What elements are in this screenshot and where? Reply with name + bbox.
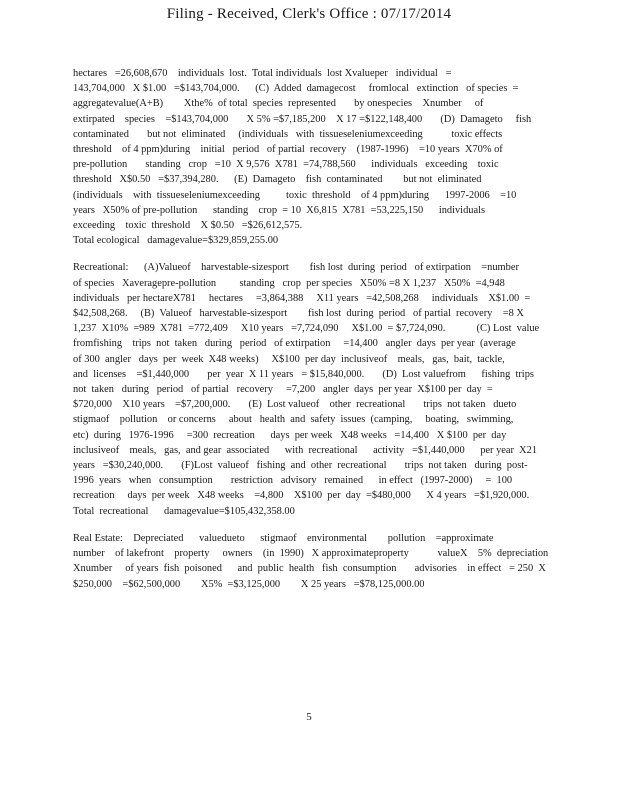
text-line: pre-pollution standing crop =10 X 9,576 X781 =74,788,560 individuals exceeding toxic bbox=[73, 159, 499, 171]
text-line: extirpated species =$143,704,000 X 5% =$7,185,200 X 17 =$122,148,400 (D) Damageto fish bbox=[73, 113, 532, 125]
text-line: stigmaof pollution or concerns about health and safety issues (camping, boating, swimming, bbox=[73, 414, 514, 426]
text-line: fromfishing trips not taken during period of extirpation =14,400 angler days per year (average bbox=[73, 338, 516, 350]
text-line: of 300 angler days per week X48 weeks) X$100 per day inclusiveof meals, gas, bait, tackle, bbox=[73, 353, 505, 365]
text-line: Real Estate: Depreciated valuedueto stigmaof environmental pollution =approximate bbox=[73, 532, 494, 544]
text-line: (individuals with tissueseleniumexceeding toxic threshold of 4 ppm)during 1997-2006 =10 bbox=[73, 189, 517, 201]
text-line: Total ecological damagevalue=$329,859,255.00 bbox=[73, 235, 279, 247]
text-line: Recreational: (A)Valueof harvestable-sizesport fish lost during period of extirpation =number bbox=[73, 262, 519, 274]
text-line: and licenses =$1,440,000 per year X 11 years = $15,840,000. (D) Lost valuefrom fishing trips bbox=[73, 368, 534, 380]
text-line: years =$30,240,000. (F)Lost valueof fishing and other recreational trips not taken during post- bbox=[73, 460, 528, 472]
text-line: 143,704,000 X $1.00 =$143,704,000. (C) Added damagecost fromlocal extinction of species = bbox=[73, 83, 519, 95]
text-line: 1,237 X10% =989 X781 =772,409 X10 years =7,724,090 X$1.00 = $7,724,090. (C) Lost value bbox=[73, 323, 540, 335]
text-line: exceeding toxic threshold X $0.50 =$26,612,575. bbox=[73, 220, 303, 232]
real-estate-damage-paragraph bbox=[73, 531, 549, 592]
text-line: number of lakefront property owners (in 1990) X approximateproperty valueX 5% depreciation bbox=[73, 548, 549, 560]
text-line: inclusiveof meals, gas, and gear associated with recreational activity =$1,440,000 per year X21 bbox=[73, 444, 538, 456]
document-body bbox=[73, 66, 549, 604]
text-line: contaminated but not eliminated (individuals with tissueseleniumexceeding toxic effects bbox=[73, 128, 503, 140]
text-line: aggregatevalue(A+B) Xthe% of total species represented by onespecies Xnumber of bbox=[73, 98, 484, 110]
text-line: Xnumber of years fish poisoned and public health fish consumption advisories in effect = 250 X bbox=[73, 563, 546, 575]
ecological-damage-paragraph bbox=[73, 66, 543, 248]
text-line: 1996 years when consumption restriction advisory remained in effect (1997-2000) = 100 bbox=[73, 475, 513, 487]
text-line: individuals per hectareX781 hectares =3,864,388 X11 years =42,508,268 individuals X$1.00 = bbox=[73, 292, 531, 304]
text-line: threshold of 4 ppm)during initial period of partial recovery (1987-1996) =10 years X70% of bbox=[73, 144, 503, 156]
text-line: $250,000 =$62,500,000 X5% =$3,125,000 X 25 years =$78,125,000.00 bbox=[73, 578, 425, 590]
text-line: recreation days per week X48 weeks =4,800 X$100 per day =$480,000 X 4 years =$1,920,000. bbox=[73, 490, 530, 502]
text-line: etc) during 1976-1996 =300 recreation days per week X48 weeks =14,400 X $100 per day bbox=[73, 429, 507, 441]
recreational-damage-paragraph bbox=[73, 260, 543, 518]
text-line: not taken during period of partial recovery =7,200 angler days per year X$100 per day = bbox=[73, 384, 493, 396]
text-line: threshold X$0.50 =$37,394,280. (E) Damageto fish contaminated but not eliminated bbox=[73, 174, 482, 186]
text-line: hectares =26,608,670 individuals lost. Total individuals lost Xvalueper individual = bbox=[73, 68, 452, 79]
filing-header: Filing - Received, Clerk's Office : 07/17/2014 bbox=[166, 6, 452, 22]
text-line: Total recreational damagevalue=$105,432,358.00 bbox=[73, 505, 295, 517]
page-number: 5 bbox=[306, 711, 312, 723]
text-line: years X50% of pre-pollution standing crop = 10 X6,815 X781 =53,225,150 individuals bbox=[73, 204, 486, 216]
text-line: $42,508,268. (B) Valueof harvestable-sizesport fish lost during period of partial recovery =8 X bbox=[73, 308, 524, 320]
text-line: $720,000 X10 years =$7,200,000. (E) Lost valueof other recreational trips not taken dueto bbox=[73, 399, 517, 411]
text-line: of species Xaveragepre-pollution standing crop per species X50% =8 X 1,237 X50% =4,948 bbox=[73, 277, 505, 289]
